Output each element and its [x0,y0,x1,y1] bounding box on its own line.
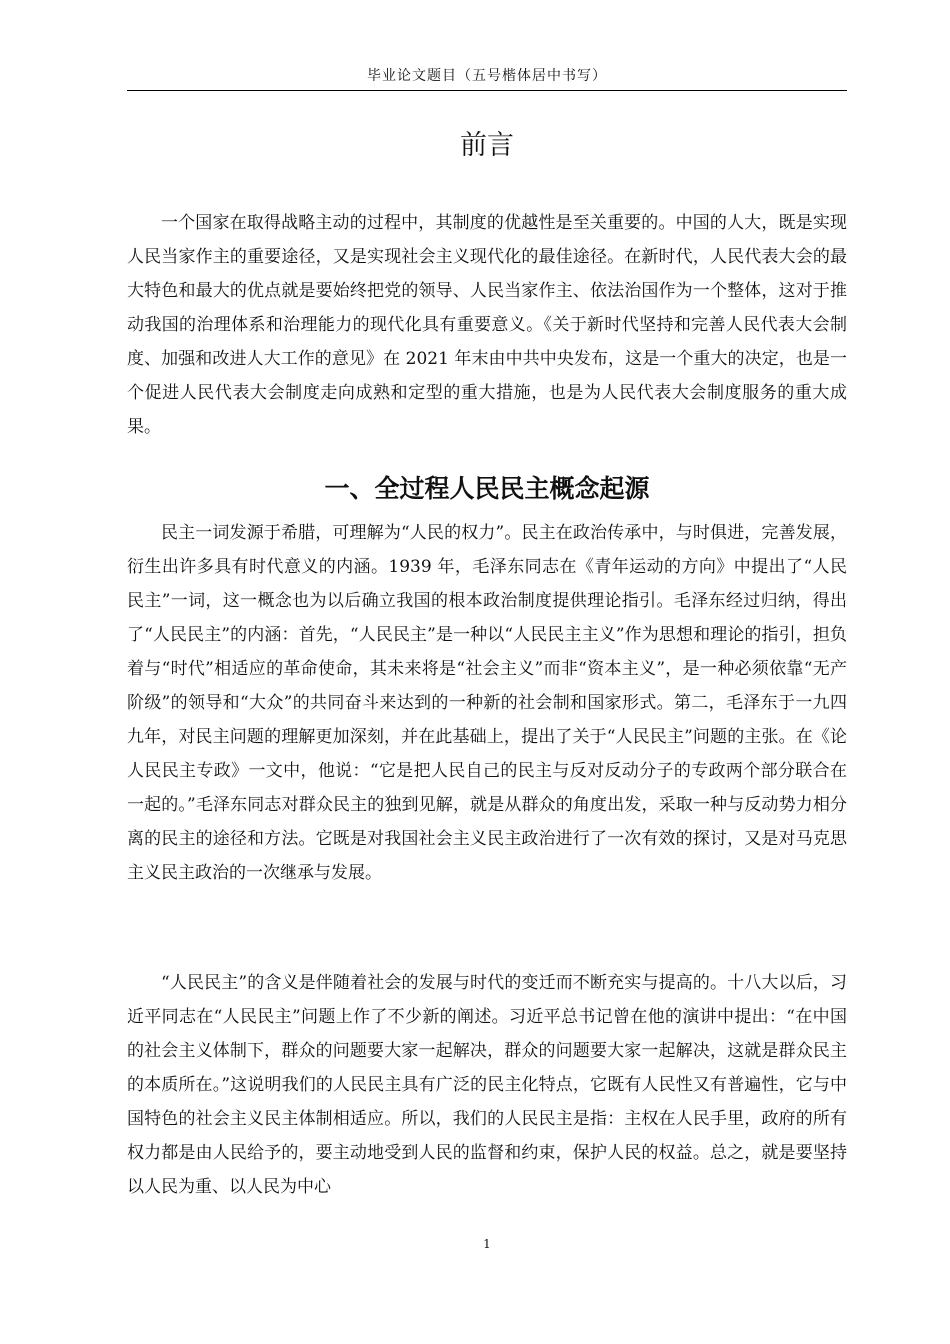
section-paragraph: 民主一词发源于希腊，可理解为“人民的权力”。民主在政治传承中，与时俱进，完善发展，衍生出许多具有时代意义的内涵。1939 年，毛泽东同志在《青年运动的方向》中提出了“人民民主”一词，这一概念也为以后确立我国的根本政治制度提供理论指引。毛泽东经过归纳，得出了“人民民主”的内涵：首先，“人民民主”是一种以“人民民主主义”作为思想和理论的指引，担负着与“时代”相适应的革命使命，其未来将是“社会主义”而非“资本主义”，是一种必须依靠“无产阶级”的领导和“大众”的共同奋斗来达到的一种新的社会制和国家形式。第二，毛泽东于一九四九年，对民主问题的理解更加深刻，并在此基础上，提出了关于“人民民主”问题的主张。在《论人民民主专政》一文中，他说：“它是把人民自己的民主与反对反动分子的专政两个部分联合在一起的。”毛泽东同志对群众民主的独到见解，就是从群众的角度出发，采取一种与反动势力相分离的民主的途径和方法。它既是对我国社会主义民主政治进行了一次有效的探讨，又是对马克思主义民主政治的一次继承与发展。 [127,523,847,883]
header-rule [127,90,847,91]
page-title: 前言 [460,130,514,161]
section-heading: 一、全过程人民民主概念起源 [324,474,650,503]
intro-paragraph: 一个国家在取得战略主动的过程中，其制度的优越性是至关重要的。中国的人大，既是实现人民当家作主的重要途径，又是实现社会主义现代化的最佳途径。在新时代，人民代表大会的最大特色和最大的优点就是要始终把党的领导、人民当家作主、依法治国作为一个整体，这对于推动我国的治理体系和治理能力的现代化具有重要意义。《关于新时代坚持和完善人民代表大会制度、加强和改进人大工作的意见》在 2021 年末由中共中央发布，这是一个重大的决定，也是一个促进人民代表大会制度走向成熟和定型的重大措施，也是为人民代表大会制度服务的重大成果。 [127,213,847,437]
running-header: 毕业论文题目（五号楷体居中书写） [367,68,607,84]
page-number: 1 [483,1237,491,1251]
section-paragraph: “人民民主”的含义是伴随着社会的发展与时代的变迁而不断充实与提高的。十八大以后，习近平同志在“人民民主”问题上作了不少新的阐述。习近平总书记曾在他的演讲中提出：“在中国的社会主义体制下，群众的问题要大家一起解决，群众的问题要大家一起解决，这就是群众民主的本质所在。”这说明我们的人民民主具有广泛的民主化特点，它既有人民性又有普遍性，它与中国特色的社会主义民主体制相适应。所以，我们的人民民主是指：主权在人民手里，政府的所有权力都是由人民给予的，要主动地受到人民的监督和约束，保护人民的权益。总之，就是要坚持以人民为重、以人民为中心 [127,973,847,1197]
